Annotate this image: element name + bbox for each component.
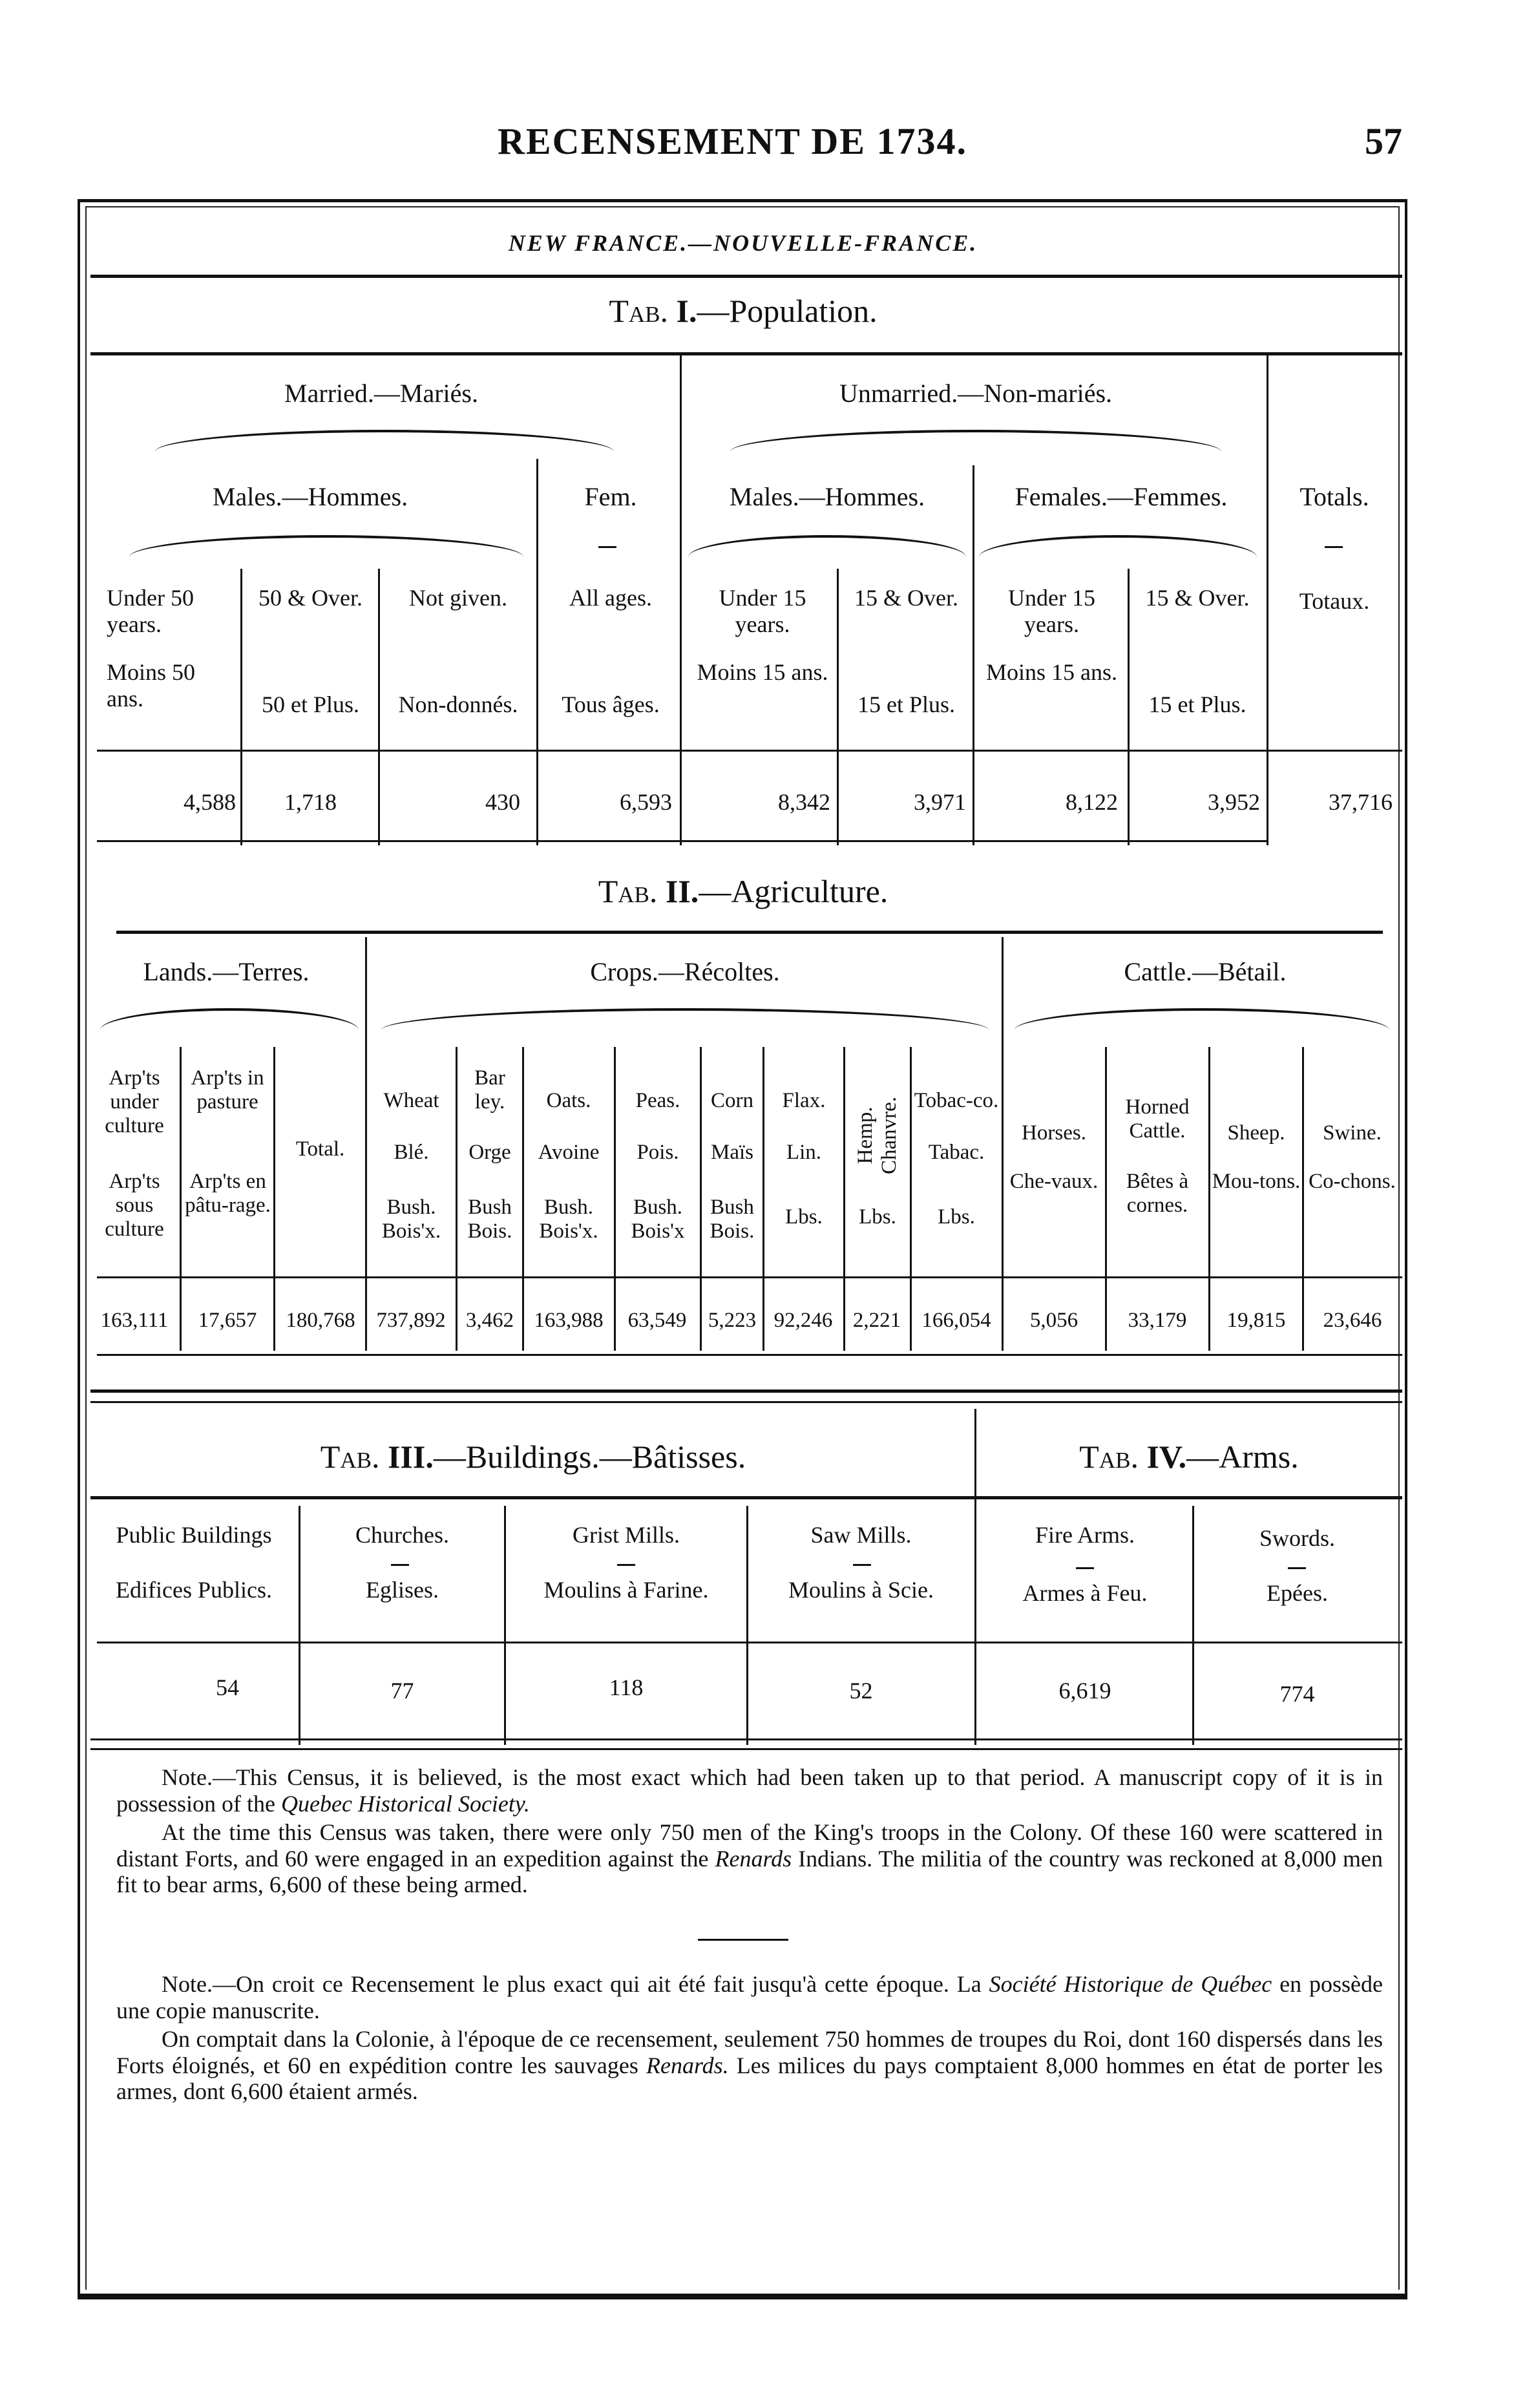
col-public-fr: Edifices Publics.	[116, 1577, 272, 1603]
col-culture-fr: Arp'ts sous culture	[105, 1170, 164, 1241]
tab1-value: 4,588	[184, 789, 236, 815]
rule	[90, 1401, 1402, 1403]
col-peas-fr: Pois.	[636, 1141, 679, 1164]
col-flax-fr: Lin.	[786, 1141, 822, 1164]
col-line	[700, 1047, 702, 1351]
col-barley-unit: Bush Bois.	[467, 1196, 512, 1243]
col-line	[240, 569, 242, 845]
tab2-value: 737,892	[376, 1309, 446, 1332]
tab3-value: 52	[849, 1678, 873, 1704]
col-line	[273, 1047, 275, 1351]
tab1-rest: —Population.	[697, 293, 878, 329]
tab2-value: 163,111	[100, 1309, 169, 1332]
tab4-prefix: Tab.	[1079, 1439, 1139, 1475]
col-culture-en: Arp'ts under culture	[105, 1066, 164, 1137]
dash	[1076, 1567, 1094, 1569]
tab3-value: 118	[609, 1674, 644, 1700]
tab1-title	[84, 292, 1402, 330]
col-wheat-unit: Bush. Bois'x.	[381, 1196, 441, 1243]
col-line	[1105, 1047, 1107, 1351]
col-corn-fr: Maïs	[711, 1141, 753, 1164]
tab1-value: 3,971	[914, 789, 966, 815]
col-wheat-fr: Blé.	[394, 1141, 429, 1164]
rule	[97, 1354, 1402, 1356]
tab3-rest: —Buildings.—Bâtisses.	[433, 1439, 746, 1475]
col-15overm-fr: 15 et Plus.	[857, 692, 955, 717]
divider	[680, 354, 682, 845]
col-50over-en: 50 & Over.	[258, 585, 363, 611]
tab2-value: 19,815	[1226, 1309, 1286, 1332]
unmarried-header: Unmarried.—Non-mariés.	[839, 379, 1113, 408]
col-barley-en: Bar ley.	[474, 1066, 505, 1114]
tab1-value: 6,593	[620, 789, 672, 815]
col-flax-en: Flax.	[782, 1089, 826, 1112]
running-header	[0, 120, 1525, 165]
col-line	[522, 1047, 524, 1351]
col-corn-en: Corn	[711, 1089, 753, 1112]
tab2-value: 163,988	[534, 1309, 604, 1332]
tab1-numeral: I.	[676, 293, 697, 329]
col-totals-fr: Totaux.	[1299, 588, 1370, 614]
tab2-value: 63,549	[627, 1309, 687, 1332]
col-peas-en: Peas.	[635, 1089, 680, 1112]
col-15overf-fr: 15 et Plus.	[1148, 692, 1246, 717]
fem-header: Fem.	[584, 482, 637, 511]
tab4-title	[979, 1438, 1399, 1475]
col-15overf-en: 15 & Over.	[1145, 585, 1250, 611]
note-en-2: At the time this Census was taken, there were only 750 men of the King's troops in the Colony. Of these 160 were scattered in distant Forts, and 60 were engaged in an expedition against the Renards Indians. The militia of the country was reckoned at 8,000 men fit to bear arms, 6,600 of these being armed.	[116, 1819, 1383, 1898]
col-grist-en: Grist Mills.	[572, 1522, 680, 1548]
col-line	[180, 1047, 182, 1351]
col-churches-en: Churches.	[355, 1522, 449, 1548]
dash	[391, 1564, 409, 1566]
tab2-rest: —Agriculture.	[699, 873, 889, 909]
col-public-en: Public Buildings	[116, 1522, 272, 1548]
col-pasture-fr: Arp'ts en pâtu-rage.	[185, 1170, 271, 1217]
col-notgiven-fr: Non-donnés.	[398, 692, 518, 717]
cattle-header: Cattle.—Bétail.	[1124, 957, 1287, 986]
lands-header: Lands.—Terres.	[143, 957, 310, 986]
tab2-value: 180,768	[286, 1309, 355, 1332]
col-line	[843, 1047, 845, 1351]
rule	[97, 750, 1402, 752]
males-unmarried-header: Males.—Hommes.	[729, 482, 925, 511]
tab2-value: 33,179	[1128, 1309, 1187, 1332]
col-grist-fr: Moulins à Farine.	[543, 1577, 709, 1603]
col-swords-en: Swords.	[1259, 1525, 1336, 1551]
divider	[1267, 354, 1268, 845]
tab1-value: 8,122	[1066, 789, 1118, 815]
dash	[1325, 546, 1343, 548]
col-barley-fr: Orge	[468, 1141, 511, 1164]
tab1-value: 8,342	[778, 789, 830, 815]
divider	[974, 1409, 976, 1745]
col-line	[837, 569, 839, 845]
rule	[90, 1738, 1402, 1740]
col-allages-fr: Tous âges.	[562, 692, 660, 717]
col-horses-fr: Che-vaux.	[1009, 1170, 1099, 1193]
col-firearms-fr: Armes à Feu.	[1022, 1580, 1148, 1606]
rule	[698, 1939, 788, 1941]
note-fr-2: On comptait dans la Colonie, à l'époque de ce recensement, seulement 750 hommes de troupes du Roi, dont 160 dispersés dans les Forts éloignés, et 60 en expédition contre les sauvages Renards. Les milices du pays comptaient 8,000 hommes en état de porter les armes, dont 6,600 étaient armés.	[116, 2026, 1383, 2105]
col-under15f-fr: Moins 15 ans.	[985, 659, 1117, 685]
col-under50-en: Under 50 years.	[107, 585, 194, 638]
col-firearms-en: Fire Arms.	[1035, 1522, 1135, 1548]
tab2-value: 2,221	[852, 1309, 901, 1332]
col-sheep-fr: Mou-tons.	[1212, 1170, 1301, 1193]
rule	[97, 1276, 1402, 1278]
tab1-value: 430	[485, 789, 520, 815]
tab4-value: 6,619	[1058, 1678, 1111, 1704]
col-15overm-en: 15 & Over.	[854, 585, 958, 611]
females-unmarried-header: Females.—Femmes.	[1015, 482, 1228, 511]
col-peas-unit: Bush. Bois'x	[631, 1196, 685, 1243]
tab4-value: 774	[1279, 1681, 1315, 1707]
rule	[90, 275, 1402, 278]
col-wheat-en: Wheat	[383, 1089, 439, 1112]
col-churches-fr: Eglises.	[366, 1577, 439, 1603]
divider	[973, 465, 974, 845]
crops-header: Crops.—Récoltes.	[590, 957, 780, 986]
col-line	[299, 1506, 300, 1745]
col-oats-en: Oats.	[546, 1089, 591, 1112]
tab2-value: 5,056	[1029, 1309, 1078, 1332]
col-tobacco-en: Tobac-co.	[914, 1089, 999, 1112]
col-flax-unit: Lbs.	[785, 1205, 823, 1229]
tab2-numeral: II.	[665, 873, 699, 909]
col-horned-fr: Bêtes à cornes.	[1126, 1170, 1189, 1217]
tab1-value: 1,718	[284, 789, 337, 815]
rule	[90, 352, 1402, 355]
col-allages-en: All ages.	[569, 585, 652, 611]
col-pasture-en: Arp'ts in pasture	[191, 1066, 264, 1114]
rule	[90, 1748, 1402, 1750]
col-oats-unit: Bush. Bois'x.	[539, 1196, 598, 1243]
tab1-value: 37,716	[1329, 789, 1393, 815]
tab3-numeral: III.	[387, 1439, 434, 1475]
tab3-value: 77	[390, 1678, 414, 1704]
col-under15m-fr: Moins 15 ans.	[697, 659, 828, 685]
col-under15m-en: Under 15 years.	[719, 585, 806, 638]
dash	[617, 1564, 635, 1566]
col-line	[504, 1506, 506, 1745]
col-line	[910, 1047, 912, 1351]
col-sheep-en: Sheep.	[1227, 1121, 1285, 1145]
tab2-value: 166,054	[921, 1309, 991, 1332]
tab4-numeral: IV.	[1146, 1439, 1187, 1475]
rule	[97, 1642, 1402, 1643]
tab1-prefix: Tab.	[609, 293, 668, 329]
page-number: 57	[1365, 120, 1402, 162]
rule	[90, 1496, 1402, 1499]
tab4-rest: —Arms.	[1186, 1439, 1299, 1475]
col-notgiven-en: Not given.	[409, 585, 507, 611]
col-hemp-unit: Lbs.	[859, 1205, 896, 1229]
col-swine-fr: Co-chons.	[1309, 1170, 1396, 1193]
col-corn-unit: Bush Bois.	[710, 1196, 755, 1243]
col-swords-fr: Epées.	[1267, 1580, 1328, 1606]
col-saw-fr: Moulins à Scie.	[788, 1577, 934, 1603]
married-header: Married.—Mariés.	[284, 379, 478, 408]
col-under15f-en: Under 15 years.	[1008, 585, 1095, 638]
col-tobacco-unit: Lbs.	[938, 1205, 975, 1229]
col-swine-en: Swine.	[1323, 1121, 1382, 1145]
col-saw-en: Saw Mills.	[810, 1522, 912, 1548]
rule	[97, 840, 1267, 842]
tab2-value: 5,223	[708, 1309, 757, 1332]
col-tobacco-fr: Tabac.	[928, 1141, 985, 1164]
totals-header: Totals.	[1299, 482, 1369, 511]
tab2-prefix: Tab.	[598, 873, 658, 909]
col-horned-en: Horned Cattle.	[1125, 1095, 1190, 1143]
col-total: Total.	[295, 1137, 345, 1161]
dash	[598, 546, 616, 548]
banner-title: NEW FRANCE.—NOUVELLE-FRANCE.	[508, 230, 978, 256]
note-fr-1: Note.—On croit ce Recensement le plus exact qui ait été fait jusqu'à cette époque. La Société Historique de Québec en possède une copie manuscrite.	[116, 1971, 1383, 2023]
divider	[536, 459, 538, 845]
tab2-value: 3,462	[465, 1309, 514, 1332]
tab2-value: 17,657	[198, 1309, 257, 1332]
tab2-value: 92,246	[773, 1309, 833, 1332]
tab2-title	[84, 872, 1402, 910]
tab3-title	[90, 1438, 976, 1475]
page-title: RECENSEMENT DE 1734.	[498, 120, 967, 162]
divider	[365, 937, 367, 1351]
rule	[116, 931, 1383, 934]
col-line	[763, 1047, 764, 1351]
tab2-value: 23,646	[1323, 1309, 1382, 1332]
col-line	[1208, 1047, 1210, 1351]
col-line	[456, 1047, 458, 1351]
col-50over-fr: 50 et Plus.	[261, 692, 359, 717]
col-line	[614, 1047, 616, 1351]
dash	[1288, 1567, 1306, 1569]
divider	[1002, 937, 1004, 1351]
dash	[853, 1564, 871, 1566]
rule	[90, 1389, 1402, 1393]
col-under50-fr: Moins 50 ans.	[107, 659, 196, 712]
tab1-value: 3,952	[1208, 789, 1260, 815]
col-line	[746, 1506, 748, 1745]
col-line	[1302, 1047, 1304, 1351]
tab3-prefix: Tab.	[320, 1439, 380, 1475]
males-married-header: Males.—Hommes.	[212, 482, 408, 511]
tab3-value: 54	[216, 1674, 239, 1700]
note-en-1: Note.—This Census, it is believed, is the most exact which had been taken up to that period. A manuscript copy of it is in possession of the Quebec Historical Society.	[116, 1764, 1383, 1817]
col-line	[1192, 1506, 1194, 1745]
col-horses-en: Horses.	[1022, 1121, 1086, 1145]
col-oats-fr: Avoine	[538, 1141, 600, 1164]
col-hemp: Hemp. Chanvre.	[854, 1096, 901, 1174]
